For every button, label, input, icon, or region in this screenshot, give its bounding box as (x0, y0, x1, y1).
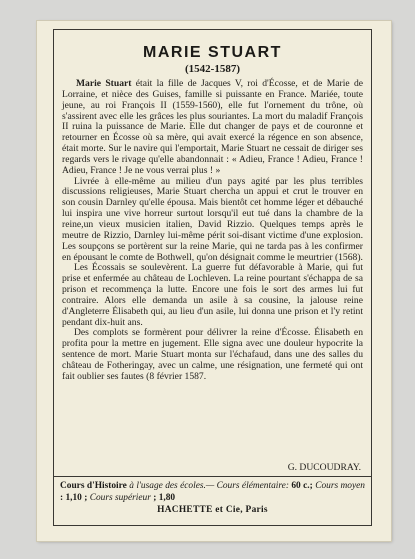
card-body (62, 79, 363, 383)
footer-advertisement (60, 480, 365, 516)
series-title: Cours d'Histoire (60, 481, 127, 491)
level-elementary-label: Cours élémentaire: (216, 481, 289, 491)
card-dates: (1542-1587) (185, 63, 240, 75)
paragraph-lead-name: Marie Stuart (76, 78, 132, 89)
footer-line (60, 480, 365, 504)
level-upper-label: Cours supérieur (89, 493, 151, 503)
paragraph-1-text: était la fille de Jacques V, roi d'Écosse, et de Marie de Lorraine, et nièce des Guises, famille si puissante en France. Mariée, toute jeune, au roi François II (1559-1560), elle fut l'ornement du trône, où s'assirent avec elle les grâces les plus souriantes. La mort du maladif François II ruina la puissance de Marie. Elle dut changer de pays et de couronne et retourner en Écosse où sa mère, qui avait exercé la régence en son absence, était morte. Sur le navire qui l'emportait, Marie Stuart ne cessait de diriger ses regards vers le rivage qu'elle abandonnait : « Adieu, France ! Adieu, France ! Adieu, France ! Je ne vous verrai plus ! » (62, 78, 363, 176)
level-elementary-price: 60 c.; (288, 481, 316, 491)
level-middle-price: : 1,10 ; (60, 493, 90, 503)
series-intro: à l'usage des écoles.— (126, 481, 217, 491)
card-frame (53, 29, 372, 526)
paragraph-4: Des complots se formèrent pour délivrer la reine d'Écosse. Élisabeth en profita pour la mettre en jugement. Elle signa avec une douleur hypocrite la sentence de mort. Marie Stuart monta sur l'échafaud, dans une des salles du château de Fotheringay, avec un calme, une résignation, une fermeté qui ont fait oublier ses fautes (8 février 1587. (62, 327, 363, 382)
paragraph-3: Les Écossais se soulevèrent. La guerre fut défavorable à Marie, qui fut prise et enfermée au château de Lochleven. La reine pourtant s'échappa de sa prison et recommença la lutte. Encore une fois le sort des armes lui fut contraire. Alors elle demanda un asile à sa cousine, la jalouse reine d'Angleterre Élisabeth qui, au lieu d'un asile, lui donna une prison et l'y retint pendant dix-huit ans. (62, 262, 363, 328)
publisher: HACHETTE et Cie, Paris (157, 505, 268, 515)
paragraph-1 (62, 79, 363, 177)
footer-divider (54, 476, 371, 477)
paragraph-2: Livrée à elle-même au milieu d'un pays agité par les plus terribles discussions religieuses, Marie Stuart chercha un appui et crut le trouver en son cousin Darnley qu'elle épousa. Mais bientôt cet homme léger et débauché lui inspira une vive horreur surtout lorsqu'il eut tué dans la chambre de la reine,un vieux musicien italien, David Rizzio. Quelques temps après le meutre de Rizzio, Darnley lui-même périt soi-disant victime d'une explosion. Les soupçons se portèrent sur la reine Marie, qui ne tarda pas à les confirmer en épousant le comte de Bothwell, qu'on désignait comme le meurtrier (1568). (62, 175, 363, 263)
card-title: MARIE STUART (143, 44, 282, 61)
level-upper-price: ; 1,80 (150, 493, 176, 503)
author-signature: G. DUCOUDRAY. (287, 462, 361, 473)
level-middle-label: Cours moyen (315, 481, 365, 491)
history-card (37, 21, 391, 541)
